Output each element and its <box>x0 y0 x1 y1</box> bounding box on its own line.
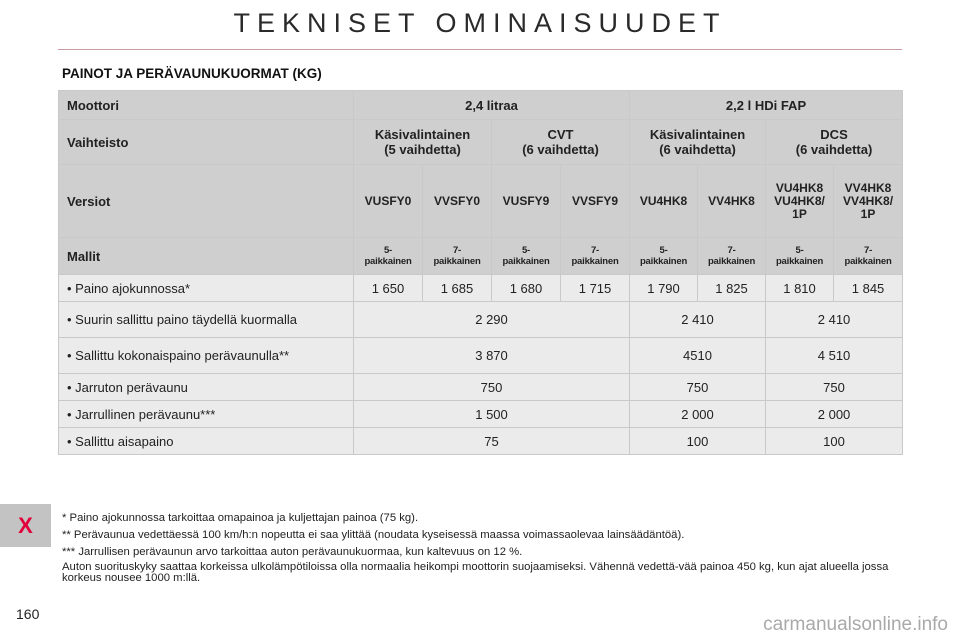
gearbox-value: Käsivalintainen (5 vaihdetta) <box>354 120 492 165</box>
row-value: 1 790 <box>630 275 698 302</box>
model-cell: 5- paikkainen <box>354 238 423 275</box>
row-label: • Jarrullinen perävaunu*** <box>59 401 354 428</box>
versions-row <box>59 165 903 238</box>
table-row <box>59 275 903 302</box>
version-cell: VV4HK8 VV4HK8/ 1P <box>834 165 903 238</box>
table-row <box>59 338 903 374</box>
version-cell: VUSFY0 <box>354 165 423 238</box>
section-title: PAINOT JA PERÄVAUNUKUORMAT (KG) <box>62 66 322 81</box>
version-cell: VU4HK8 <box>630 165 698 238</box>
row-value: 750 <box>766 374 903 401</box>
version-cell: VVSFY9 <box>561 165 630 238</box>
row-value: 2 290 <box>354 302 630 338</box>
table-row <box>59 374 903 401</box>
watermark: carmanualsonline.info <box>763 614 948 635</box>
version-cell: VUSFY9 <box>492 165 561 238</box>
row-value: 4510 <box>630 338 766 374</box>
row-value: 750 <box>354 374 630 401</box>
table-row <box>59 428 903 455</box>
engine-label: Moottori <box>59 91 354 120</box>
row-value: 1 825 <box>698 275 766 302</box>
model-cell: 5- paikkainen <box>630 238 698 275</box>
row-value: 2 000 <box>630 401 766 428</box>
page-title: TEKNISET OMINAISUUDET <box>233 8 727 38</box>
model-cell: 7- paikkainen <box>423 238 492 275</box>
row-label: • Sallittu aisapaino <box>59 428 354 455</box>
gearbox-value: DCS (6 vaihdetta) <box>766 120 903 165</box>
gearbox-row <box>59 120 903 165</box>
row-value: 2 410 <box>766 302 903 338</box>
version-cell: VU4HK8 VU4HK8/ 1P <box>766 165 834 238</box>
row-value: 750 <box>630 374 766 401</box>
table-row <box>59 401 903 428</box>
footnote: * Paino ajokunnossa tarkoittaa omapainoa ja kuljettajan painoa (75 kg). <box>62 512 419 524</box>
row-value: 3 870 <box>354 338 630 374</box>
row-value: 100 <box>630 428 766 455</box>
gearbox-value: CVT (6 vaihdetta) <box>492 120 630 165</box>
row-value: 1 650 <box>354 275 423 302</box>
title-divider <box>58 49 902 50</box>
row-value: 75 <box>354 428 630 455</box>
model-cell: 7- paikkainen <box>561 238 630 275</box>
versions-label: Versiot <box>59 165 354 238</box>
engine-row <box>59 91 903 120</box>
row-label: • Jarruton perävaunu <box>59 374 354 401</box>
row-value: 1 500 <box>354 401 630 428</box>
version-cell: VV4HK8 <box>698 165 766 238</box>
gearbox-value: Käsivalintainen (6 vaihdetta) <box>630 120 766 165</box>
version-cell: VVSFY0 <box>423 165 492 238</box>
row-value: 1 715 <box>561 275 630 302</box>
model-cell: 7- paikkainen <box>834 238 903 275</box>
row-value: 2 000 <box>766 401 903 428</box>
row-value: 2 410 <box>630 302 766 338</box>
gearbox-label: Vaihteisto <box>59 120 354 165</box>
row-value: 4 510 <box>766 338 903 374</box>
row-value: 1 810 <box>766 275 834 302</box>
row-value: 100 <box>766 428 903 455</box>
row-value: 1 685 <box>423 275 492 302</box>
models-row <box>59 238 903 275</box>
model-cell: 5- paikkainen <box>492 238 561 275</box>
row-label: • Paino ajokunnossa* <box>59 275 354 302</box>
weights-table <box>58 90 903 455</box>
row-value: 1 680 <box>492 275 561 302</box>
row-label: • Sallittu kokonaispaino perävaunulla** <box>59 338 354 374</box>
engine-value: 2,4 litraa <box>354 91 630 120</box>
footnote: Auton suorituskyky saattaa korkeissa ulkolämpötiloissa olla normaalia heikompi moottorin suojaamiseksi. Vähennä vedettä-vää painoa 450 kg, kun ajat alueella jossa korkeus nousee 1000 m:llä. <box>62 561 889 584</box>
row-value: 1 845 <box>834 275 903 302</box>
table-row <box>59 302 903 338</box>
footnotes <box>62 511 904 587</box>
chapter-tab: X <box>0 504 51 547</box>
model-cell: 7- paikkainen <box>698 238 766 275</box>
model-cell: 5- paikkainen <box>766 238 834 275</box>
footnote: *** Jarrullisen perävaunun arvo tarkoittaa auton perävaunukuormaa, kun kaltevuus on 12 %. <box>62 546 523 558</box>
engine-value: 2,2 l HDi FAP <box>630 91 903 120</box>
footnote: ** Perävaunua vedettäessä 100 km/h:n nopeutta ei saa ylittää (noudata kyseisessä maassa voimassaolevaa lainsäädäntöä). <box>62 529 685 541</box>
models-label: Mallit <box>59 238 354 275</box>
page-number: 160 <box>16 606 40 622</box>
row-label: • Suurin sallittu paino täydellä kuormalla <box>59 302 354 338</box>
